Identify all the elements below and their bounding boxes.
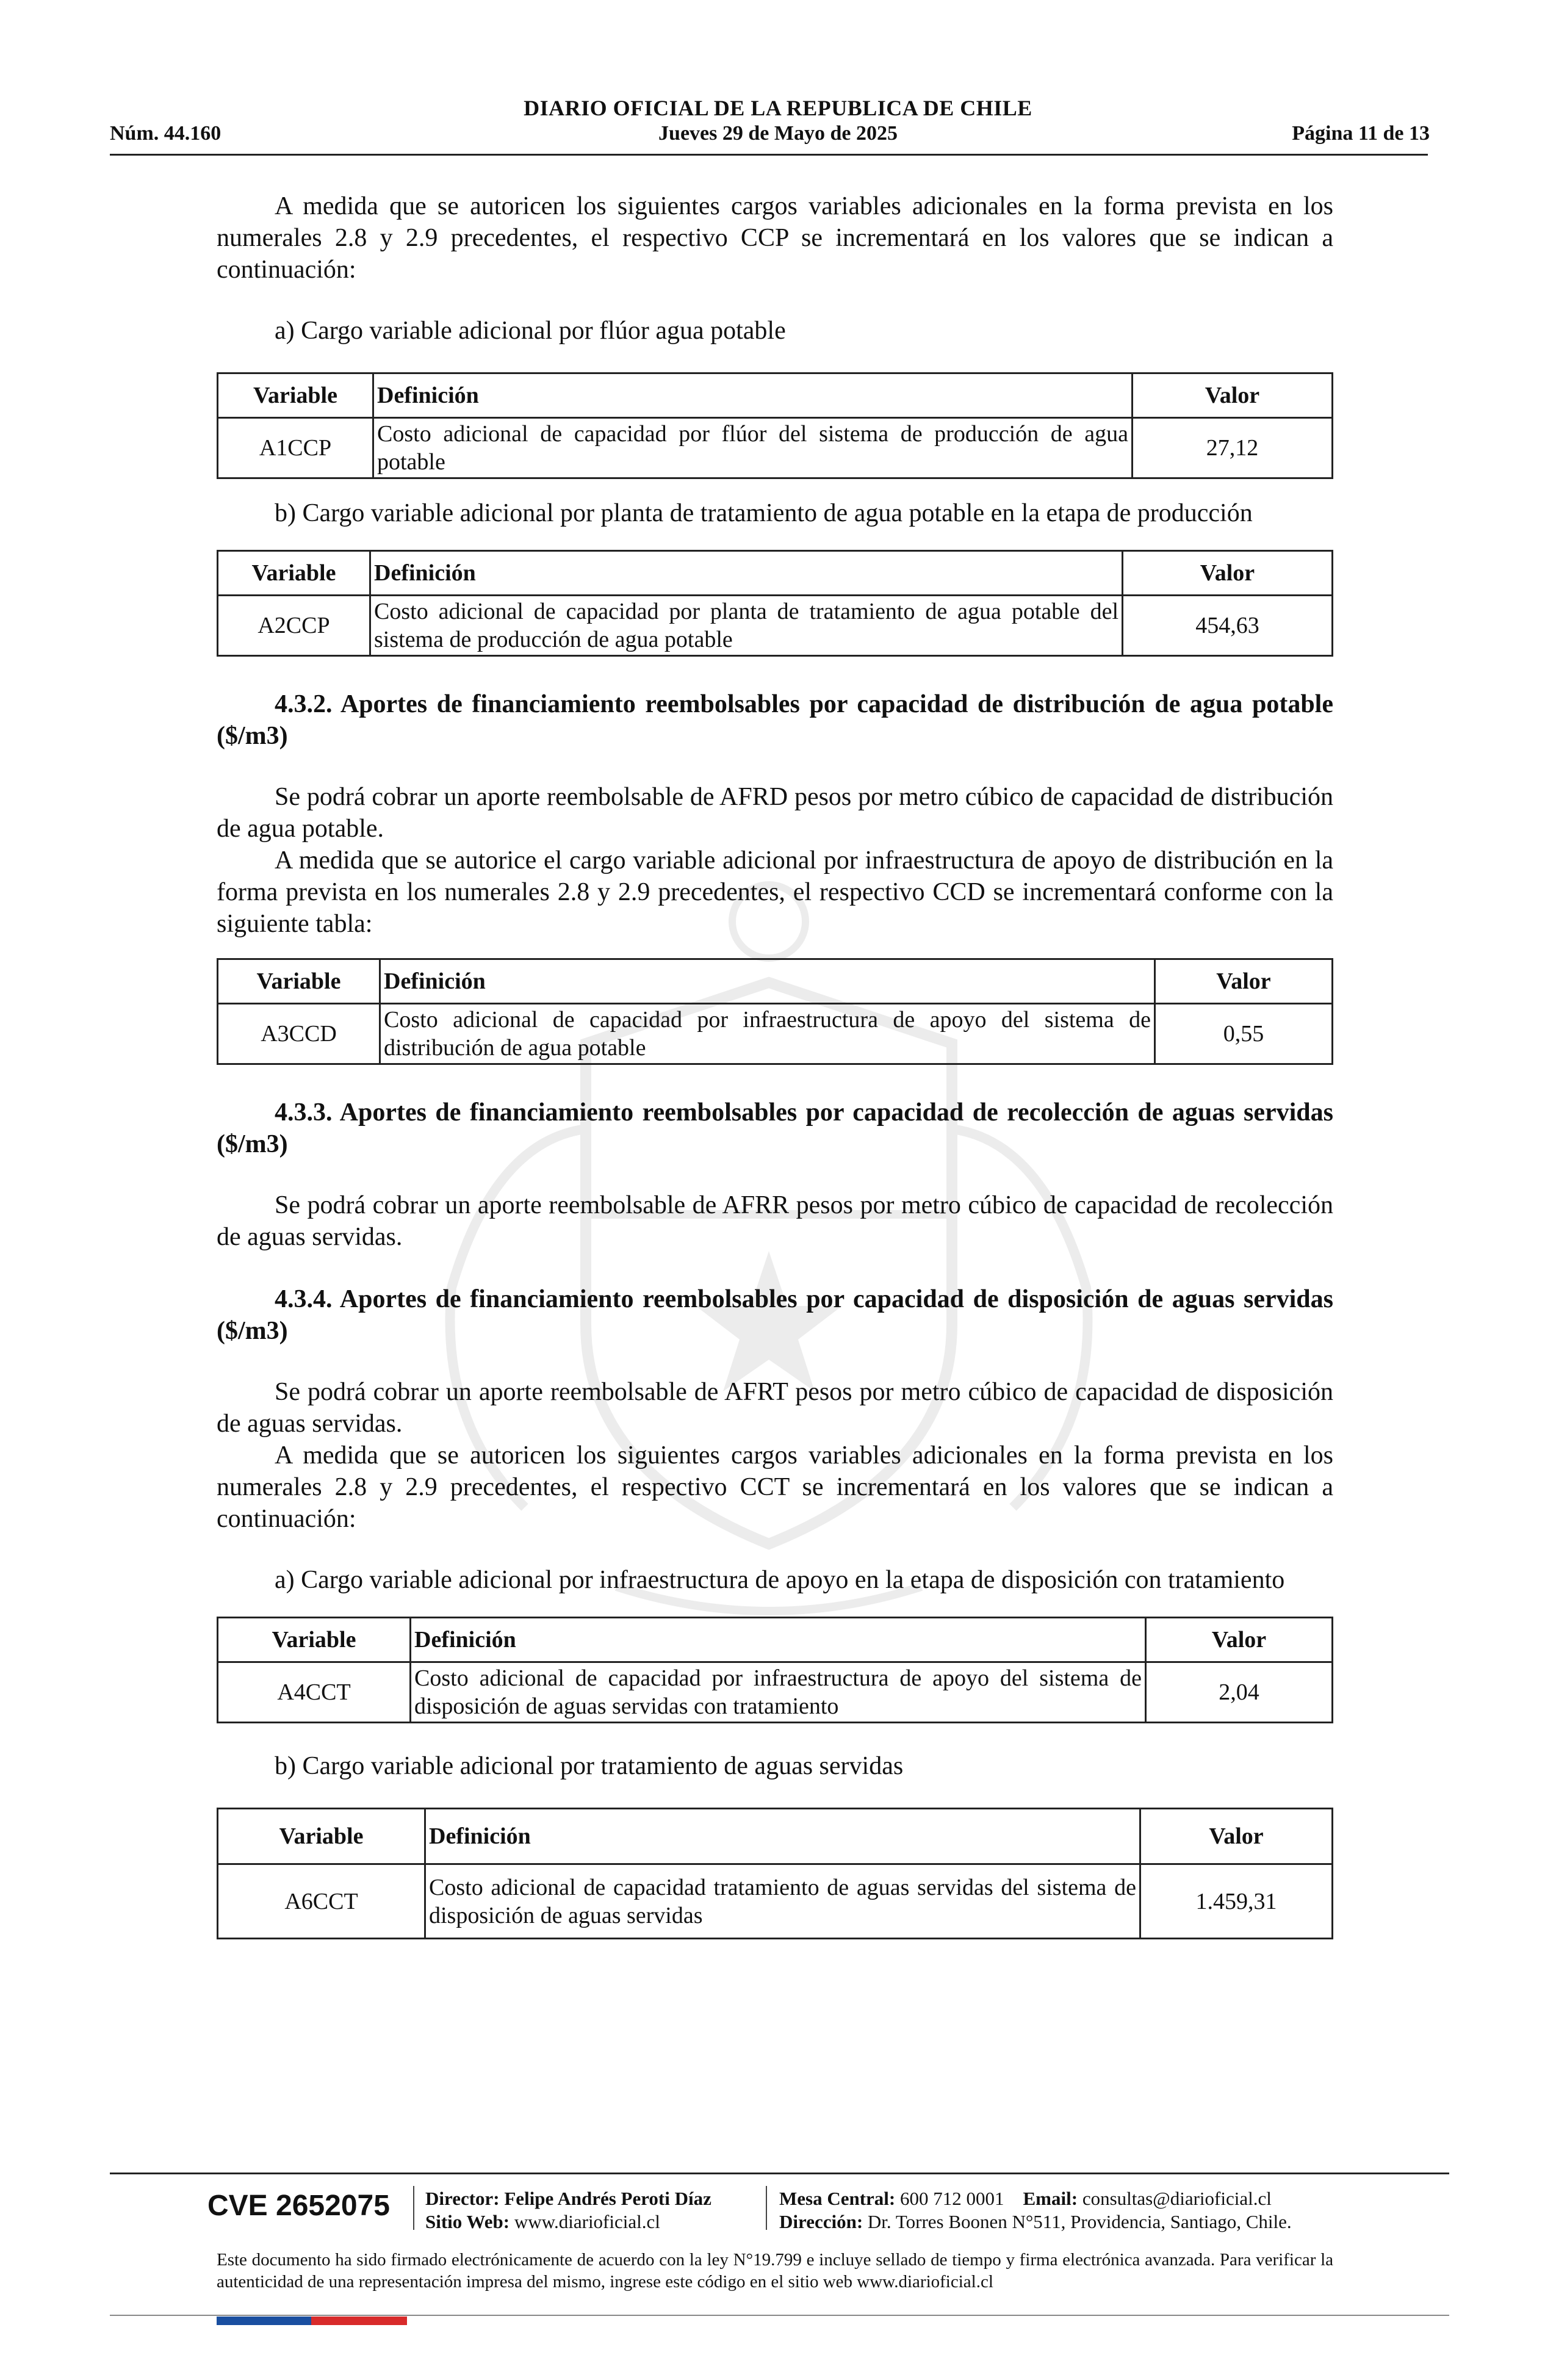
cell-definicion: Costo adicional de capacidad por infraestructura de apoyo del sistema de disposición de aguas servidas con tratamiento — [411, 1662, 1146, 1723]
header-variable: Variable — [218, 1809, 425, 1864]
footer-contact-block — [779, 2187, 1292, 2234]
footer-separator — [413, 2186, 414, 2230]
subheading-tratamiento: b) Cargo variable adicional por tratamiento de aguas servidas — [275, 1752, 904, 1780]
cve-code: CVE 2652075 — [207, 2190, 390, 2222]
table-row — [218, 1004, 1333, 1064]
table-row — [218, 596, 1333, 656]
legal-notice: Este documento ha sido firmado electrónicamente de acuerdo con la ley N°19.799 e incluye sellado de tiempo y firma electrónica avanzada. Para verificar la autenticidad de una representación impresa del mismo, ingrese este código en el sitio web www.diarioficial.cl — [217, 2250, 1333, 2292]
header-valor: Valor — [1140, 1809, 1333, 1864]
page-footer — [0, 2173, 1556, 2380]
footer-director-block — [425, 2187, 711, 2234]
table-a6cct — [217, 1808, 1333, 1939]
header-definicion: Definición — [380, 959, 1155, 1004]
subheading-infraestructura: a) Cargo variable adicional por infraestructura de apoyo en la etapa de disposición con tratamiento — [275, 1566, 1285, 1594]
section-4-3-2-paragraph-1: Se podrá cobrar un aporte reembolsable de AFRD pesos por metro cúbico de capacidad de distribución de agua potable. — [217, 783, 1333, 843]
email-link[interactable]: consultas@diarioficial.cl — [1082, 2188, 1272, 2209]
footer-bottom-divider — [110, 2315, 1449, 2316]
header-definicion: Definición — [425, 1809, 1140, 1864]
site-link[interactable]: www.diarioficial.cl — [514, 2211, 660, 2232]
cell-definicion: Costo adicional de capacidad tratamiento de aguas servidas del sistema de disposición de aguas servidas — [425, 1864, 1140, 1939]
issue-date: Jueves 29 de Mayo de 2025 — [658, 122, 898, 145]
header-variable: Variable — [218, 373, 373, 418]
flag-stripe-red — [311, 2317, 407, 2325]
page-number: Página 11 de 13 — [1292, 122, 1430, 145]
header-valor: Valor — [1146, 1618, 1333, 1662]
table-header-row — [218, 1809, 1333, 1864]
footer-divider — [110, 2173, 1449, 2174]
cell-valor: 454,63 — [1123, 596, 1333, 656]
director-label: Director: — [425, 2188, 500, 2209]
table-a2ccp — [217, 550, 1333, 657]
section-4-3-2-paragraph-2: A medida que se autorice el cargo variable adicional por infraestructura de apoyo de distribución en la forma prevista en los numerales 2.8 y 2.9 precedentes, el respectivo CCD se incrementará conforme con la siguiente tabla: — [217, 846, 1333, 938]
cell-variable: A2CCP — [218, 596, 370, 656]
director-name: Felipe Andrés Peroti Díaz — [504, 2188, 711, 2209]
section-4-3-4-paragraph-2: A medida que se autoricen los siguientes cargos variables adicionales en la forma prevista en los numerales 2.8 y 2.9 precedentes, el respectivo CCT se incrementará en los valores que se indican a continuación: — [217, 1441, 1333, 1533]
table-a1ccp — [217, 372, 1333, 479]
flag-stripe-blue — [217, 2317, 311, 2325]
address-value: Dr. Torres Boonen N°511, Providencia, Santiago, Chile. — [867, 2211, 1292, 2232]
table-row — [218, 1662, 1333, 1723]
header-valor: Valor — [1155, 959, 1333, 1004]
footer-separator — [766, 2186, 767, 2230]
cell-valor: 1.459,31 — [1140, 1864, 1333, 1939]
header-variable: Variable — [218, 551, 370, 596]
document-body — [217, 190, 1333, 1939]
subheading-planta: b) Cargo variable adicional por planta de tratamiento de agua potable en la etapa de producción — [275, 499, 1253, 527]
intro-ccp-paragraph: A medida que se autoricen los siguientes cargos variables adicionales en la forma prevista en los numerales 2.8 y 2.9 precedentes, el respectivo CCP se incrementará en los valores que se indican a continuación: — [217, 192, 1333, 284]
newspaper-title: DIARIO OFICIAL DE LA REPUBLICA DE CHILE — [524, 96, 1032, 120]
section-4-3-3-title: 4.3.3. Aportes de financiamiento reembolsables por capacidad de recolección de aguas servidas ($/m3) — [217, 1098, 1333, 1158]
cell-definicion: Costo adicional de capacidad por infraestructura de apoyo del sistema de distribución de agua potable — [380, 1004, 1155, 1064]
header-definicion: Definición — [370, 551, 1123, 596]
header-divider — [110, 154, 1428, 156]
cell-variable: A4CCT — [218, 1662, 411, 1723]
table-header-row — [218, 959, 1333, 1004]
table-row — [218, 1864, 1333, 1939]
header-valor: Valor — [1123, 551, 1333, 596]
page-header — [0, 0, 1556, 165]
mesa-label: Mesa Central: — [779, 2188, 896, 2209]
cell-definicion: Costo adicional de capacidad por planta de tratamiento de agua potable del sistema de producción de agua potable — [370, 596, 1123, 656]
header-variable: Variable — [218, 1618, 411, 1662]
table-header-row — [218, 373, 1333, 418]
header-definicion: Definición — [373, 373, 1133, 418]
header-valor: Valor — [1133, 373, 1333, 418]
header-definicion: Definición — [411, 1618, 1146, 1662]
table-header-row — [218, 551, 1333, 596]
cell-valor: 2,04 — [1146, 1662, 1333, 1723]
table-row — [218, 418, 1333, 478]
table-a3ccd — [217, 958, 1333, 1065]
issue-number: Núm. 44.160 — [110, 122, 222, 145]
cell-variable: A3CCD — [218, 1004, 380, 1064]
section-4-3-2-title: 4.3.2. Aportes de financiamiento reembolsables por capacidad de distribución de agua potable ($/m3) — [217, 690, 1333, 750]
table-header-row — [218, 1618, 1333, 1662]
address-label: Dirección: — [779, 2211, 863, 2232]
header-variable: Variable — [218, 959, 380, 1004]
cell-variable: A6CCT — [218, 1864, 425, 1939]
section-4-3-4-paragraph-1: Se podrá cobrar un aporte reembolsable de AFRT pesos por metro cúbico de capacidad de disposición de aguas servidas. — [217, 1378, 1333, 1438]
table-a4cct — [217, 1617, 1333, 1723]
subheading-fluor: a) Cargo variable adicional por flúor agua potable — [275, 317, 786, 345]
email-label: Email: — [1023, 2188, 1078, 2209]
cell-variable: A1CCP — [218, 418, 373, 478]
cell-definicion: Costo adicional de capacidad por flúor del sistema de producción de agua potable — [373, 418, 1133, 478]
cell-valor: 0,55 — [1155, 1004, 1333, 1064]
cell-valor: 27,12 — [1133, 418, 1333, 478]
section-4-3-3-paragraph-1: Se podrá cobrar un aporte reembolsable de AFRR pesos por metro cúbico de capacidad de recolección de aguas servidas. — [217, 1191, 1333, 1251]
site-label: Sitio Web: — [425, 2211, 510, 2232]
mesa-value: 600 712 0001 — [900, 2188, 1004, 2209]
section-4-3-4-title: 4.3.4. Aportes de financiamiento reembolsables por capacidad de disposición de aguas servidas ($/m3) — [217, 1285, 1333, 1345]
